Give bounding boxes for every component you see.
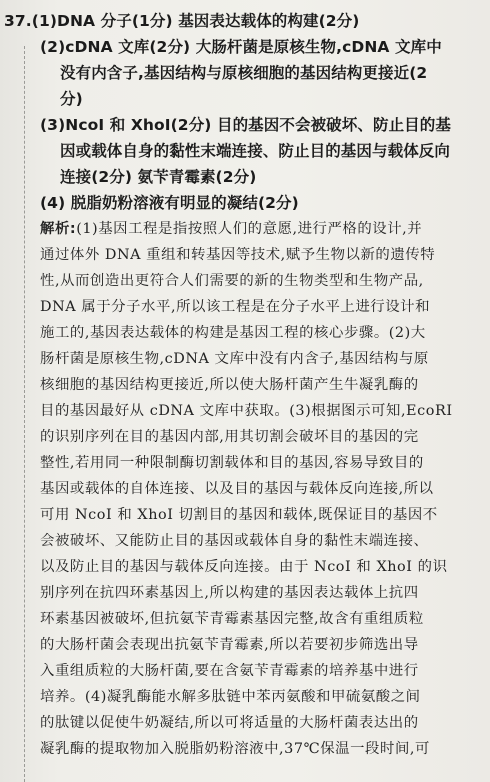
answer-line-4: 分) (60, 90, 83, 108)
explanation-line-16: 环素基因被破坏,但抗氨苄青霉素基因完整,故含有重组质粒 (40, 611, 424, 627)
explanation-line-21: 凝乳酶的提取物加入脱脂奶粉溶液中,37℃保温一段时间,可 (40, 741, 430, 757)
explanation-line-19: 培养。(4)凝乳酶能水解多肽链中苯丙氨酸和甲硫氨酸之间 (40, 689, 421, 705)
explanation-line-7: 核细胞的基因结构更接近,所以使大肠杆菌产生牛凝乳酶的 (40, 377, 419, 393)
explanation-line-10: 整性,若用同一种限制酶切割载体和目的基因,容易导致目的 (40, 455, 424, 471)
explanation-line-20: 的肽键以促使牛奶凝结,所以可将适量的大肠杆菌表达出的 (40, 715, 419, 731)
explanation-line-8: 目的基因最好从 cDNA 文库中获取。(3)根据图示可知,EcoRI (40, 403, 453, 419)
explanation-line-4: DNA 属于分子水平,所以该工程是在分子水平上进行设计和 (40, 299, 431, 315)
explanation-line-6: 肠杆菌是原核生物,cDNA 文库中没有内含子,基因结构与原 (40, 351, 429, 367)
answer-line-6: 因或载体自身的黏性末端连接、防止目的基因与载体反向 (60, 142, 451, 160)
explanation-line-1: 解析:(1)基因工程是指按照人们的意愿,进行严格的设计,并 (40, 221, 423, 237)
explanation-line-13: 会被破坏、又能防止目的基因或载体自身的黏性末端连接、 (40, 533, 429, 549)
answer-line-7: 连接(2分) 氨苄青霉素(2分) (60, 168, 257, 186)
answer-line-1: 37.(1)DNA 分子(1分) 基因表达载体的构建(2分) (4, 12, 360, 30)
explanation-line-9: 的识别序列在目的基因内部,用其切割会破坏目的基因的完 (40, 429, 419, 445)
explanation-line-15: 别序列在抗四环素基因上,所以构建的基因表达载体上抗四 (40, 585, 419, 601)
explanation-line-3: 性,从而创造出更符合人们需要的新的生物类型和生物产品, (40, 273, 424, 289)
margin-dashed-line (24, 46, 25, 782)
answer-line-8: (4) 脱脂奶粉溶液有明显的凝结(2分) (40, 194, 299, 212)
explanation-line-18: 入重组质粒的大肠杆菌,要在含氨苄青霉素的培养基中进行 (40, 663, 419, 679)
explanation-line-14: 以及防止目的基因与载体反向连接。由于 NcoI 和 XhoI 的识 (40, 559, 448, 575)
explanation-line-11: 基因或载体的自体连接、以及目的基因与载体反向连接,所以 (40, 481, 434, 497)
answer-line-3: 没有内含子,基因结构与原核细胞的基因结构更接近(2 (60, 64, 428, 82)
explanation-line-2: 通过体外 DNA 重组和转基因等技术,赋予生物以新的遗传特 (40, 247, 436, 263)
explanation-line-5: 施工的,基因表达载体的构建是基因工程的核心步骤。(2)大 (40, 325, 426, 341)
answer-line-2: (2)cDNA 文库(2分) 大肠杆菌是原核生物,cDNA 文库中 (40, 38, 442, 56)
explanation-line-12: 可用 NcoI 和 XhoI 切割目的基因和载体,既保证目的基因不 (40, 507, 438, 523)
explanation-label: 解析: (40, 221, 77, 237)
answer-line-5: (3)NcoI 和 XhoI(2分) 目的基因不会被破坏、防止目的基 (40, 116, 451, 134)
explanation-line-17: 的大肠杆菌会表现出抗氨苄青霉素,所以若要初步筛选出导 (40, 637, 419, 653)
